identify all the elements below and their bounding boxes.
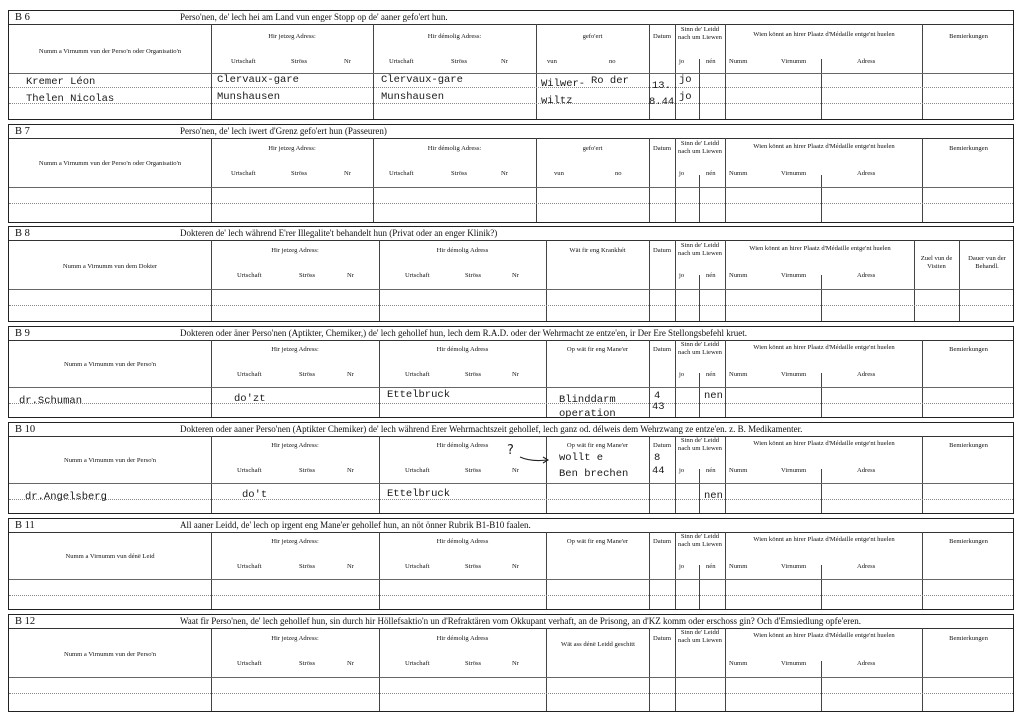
row-datum-1: 4: [654, 390, 661, 402]
col-numm: Numm: [729, 660, 748, 667]
section-title: Perso'nen, de' lech hei am Land vun enger Stopp op de' aaner gefo'ert hun.: [180, 12, 448, 22]
col-nr: Nr: [344, 170, 351, 177]
col-gefoert: gefo'ert: [582, 33, 603, 40]
col-op-wat: Op wät fir eng Mane'er: [566, 442, 629, 449]
col-urtschaft: Urtschaft: [237, 660, 262, 667]
col-datum: Datum: [653, 442, 671, 449]
row-demolig: Ettelbruck: [387, 488, 451, 500]
col-numm: Numm: [729, 58, 748, 65]
row-op-wat-1: wollt e: [559, 452, 604, 464]
row-jetzeg: do'zt: [234, 393, 266, 405]
section-title: Dokteren oder aaner Perso'nen (Aptikter Chemiker) de' lech während Erer Wehrmachtszeit gehollef, lech ganz od. délweis dem Wehrzwang ze entze'en. z. B. Medikamenter.: [180, 424, 803, 434]
row-jetzeg: do't: [242, 489, 268, 501]
section-b6: [8, 10, 1014, 120]
section-title: Waat fir Perso'nen, de' lech gehollef hun, sin durch hir Höllefsaktio'n un d'Refraktären vom Okkupant verhaft, an de Prisong, an d'KZ komm oder erschoss gin? Och d'Emsiedlung opfe'eren.: [180, 616, 861, 626]
section-title: Dokteren de' lech während E'rer Illegalite't behandelt hun (Privat oder an enger Klinik?): [180, 228, 498, 238]
col-adress: Adress: [857, 170, 876, 177]
col-hir-demolig: Hir démolig Adress: [436, 247, 489, 254]
col-hir-demolig: Hir démolig Adress: [436, 346, 489, 353]
col-gefoert: gefo'ert: [582, 145, 603, 152]
col-name-header: Numm a Virnumm vun der Perso'n oder Organisatio'n: [38, 160, 182, 167]
section-b11: [8, 518, 1014, 610]
col-op-wat: Op wät fir eng Mane'er: [566, 346, 629, 353]
col-bemierkungen: Bemierkungen: [949, 346, 988, 353]
col-vun: vun: [547, 58, 557, 65]
col-datum: Datum: [653, 538, 671, 545]
col-jo: jo: [679, 371, 685, 378]
col-nr: Nr: [347, 563, 354, 570]
col-hir-demolig: Hir démolig Adress: [436, 538, 489, 545]
col-hir-jetzeg: Hir jetzeg Adress:: [271, 635, 319, 642]
col-urtschaft: Urtschaft: [237, 563, 262, 570]
row-datum-2: 43: [652, 401, 665, 413]
col-virnumm: Virnumm: [781, 170, 807, 177]
col-numm: Numm: [729, 467, 748, 474]
col-adress: Adress: [857, 272, 876, 279]
row-op-wat-1: Blinddarm: [559, 394, 616, 406]
col-name-header: Numm a Virnumm vun dénë Leid: [65, 553, 155, 560]
col-datum: Datum: [653, 33, 671, 40]
col-datum: Datum: [653, 247, 671, 254]
col-stross: Ströss: [465, 660, 482, 667]
col-dauer-behandlung: Dauer vun der Behandl.: [968, 255, 1006, 270]
row2-jetzeg: Munshausen: [217, 91, 281, 103]
col-urtschaft: Urtschaft: [405, 563, 430, 570]
row2-demolig: Munshausen: [381, 91, 445, 103]
col-bemierkungen: Bemierkungen: [949, 635, 988, 642]
col-no: no: [615, 170, 622, 177]
col-hir-jetzeg: Hir jetzeg Adress:: [271, 442, 319, 449]
col-jo: jo: [679, 272, 685, 279]
col-numm: Numm: [729, 563, 748, 570]
col-urtschaft: Urtschaft: [405, 660, 430, 667]
col-sinn-de-leidd: Sinn de' Leidd nach um Liewen: [678, 140, 722, 155]
col-nr: Nr: [344, 58, 351, 65]
col-virnumm: Virnumm: [781, 563, 807, 570]
section-title: Perso'nen, de' lech iwert d'Grenz gefo'ert hun (Passeuren): [180, 126, 387, 136]
section-code: B 7: [15, 126, 30, 137]
row1-jetzeg: Clervaux-gare: [217, 74, 299, 86]
section-code: B 12: [15, 616, 36, 627]
col-wien: Wien könnt an hirer Plaatz d'Médaille entge'nt huelen: [753, 344, 895, 351]
col-op-wat: Op wät fir eng Mane'er: [566, 538, 629, 545]
col-nr: Nr: [512, 563, 519, 570]
col-adress: Adress: [857, 660, 876, 667]
col-adress: Adress: [857, 467, 876, 474]
col-nr: Nr: [501, 58, 508, 65]
col-nr: Nr: [347, 371, 354, 378]
col-jo: jo: [679, 58, 685, 65]
section-title: All aaner Leidd, de' lech op irgent eng Mane'er gehollef hun, an nöt önner Rubrik B1-B10 faalen.: [180, 520, 531, 530]
col-stross: Ströss: [299, 272, 316, 279]
section-code: B 11: [15, 520, 35, 531]
col-hir-jetzeg: Hir jetzeg Adress:: [268, 33, 316, 40]
col-adress: Adress: [857, 371, 876, 378]
col-urtschaft: Urtschaft: [405, 467, 430, 474]
col-virnumm: Virnumm: [781, 660, 807, 667]
col-sinn-de-leidd: Sinn de' Leidd nach um Liewen: [678, 26, 722, 41]
col-stross: Ströss: [451, 58, 468, 65]
col-urtschaft: Urtschaft: [237, 467, 262, 474]
col-zuel-visiten: Zuel vun de Visiten: [920, 255, 953, 270]
section-b7: [8, 124, 1014, 223]
col-name-header: Numm a Virnumm vun der Perso'n: [63, 651, 157, 658]
row-datum-1: 8: [654, 452, 661, 464]
col-hir-jetzeg: Hir jetzeg Adress:: [268, 145, 316, 152]
handwritten-question-mark: ?: [507, 443, 514, 458]
col-sinn-de-leidd: Sinn de' Leidd nach um Liewen: [678, 341, 722, 356]
row2-vun: wiltz: [541, 95, 573, 107]
row-nen: nen: [704, 490, 723, 502]
col-stross: Ströss: [291, 170, 308, 177]
col-bemierkungen: Bemierkungen: [949, 442, 988, 449]
row-nen: nen: [704, 390, 723, 402]
section-b10: [8, 422, 1014, 514]
col-stross: Ströss: [465, 371, 482, 378]
col-urtschaft: Urtschaft: [389, 170, 414, 177]
row-demolig: Ettelbruck: [387, 389, 451, 401]
col-stross: Ströss: [451, 170, 468, 177]
col-sinn-de-leidd: Sinn de' Leidd nach um Liewen: [678, 629, 722, 644]
col-urtschaft: Urtschaft: [231, 170, 256, 177]
col-wien: Wien könnt an hirer Plaatz d'Médaille entge'nt huelen: [753, 143, 895, 150]
col-hir-demolig: Hir démolig Adress:: [427, 145, 482, 152]
col-stross: Ströss: [465, 467, 482, 474]
col-stross: Ströss: [465, 272, 482, 279]
col-wien: Wien könnt an hirer Plaatz d'Médaille entge'nt huelen: [753, 536, 895, 543]
section-code: B 9: [15, 328, 30, 339]
col-stross: Ströss: [299, 467, 316, 474]
col-stross: Ströss: [299, 371, 316, 378]
col-urtschaft: Urtschaft: [237, 272, 262, 279]
col-nen: nén: [706, 563, 716, 570]
col-virnumm: Virnumm: [781, 272, 807, 279]
col-nen: nén: [706, 467, 716, 474]
section-b9: [8, 326, 1014, 418]
col-datum: Datum: [653, 635, 671, 642]
section-code: B 6: [15, 12, 30, 23]
col-bemierkungen: Bemierkungen: [949, 538, 988, 545]
row1-demolig: Clervaux-gare: [381, 74, 463, 86]
col-nr: Nr: [512, 272, 519, 279]
col-wat-ass-geschitt: Wät ass dénë Leidd geschitt: [561, 641, 635, 648]
row1-vun: Wilwer-: [541, 78, 586, 90]
col-hir-demolig: Hir démolig Adress: [436, 442, 489, 449]
row-datum-2: 44: [652, 465, 665, 477]
col-hir-jetzeg: Hir jetzeg Adress:: [271, 247, 319, 254]
col-urtschaft: Urtschaft: [389, 58, 414, 65]
col-nr: Nr: [512, 371, 519, 378]
section-code: B 8: [15, 228, 30, 239]
row2-datum: 8.44: [649, 96, 675, 108]
col-hir-demolig: Hir démolig Adress: [436, 635, 489, 642]
col-stross: Ströss: [465, 563, 482, 570]
col-jo: jo: [679, 170, 685, 177]
col-virnumm: Virnumm: [781, 371, 807, 378]
col-stross: Ströss: [299, 563, 316, 570]
section-code: B 10: [15, 424, 36, 435]
row2-name: Thelen Nicolas: [26, 93, 115, 105]
col-hir-jetzeg: Hir jetzeg Adress:: [271, 538, 319, 545]
col-numm: Numm: [729, 371, 748, 378]
col-nr: Nr: [347, 660, 354, 667]
col-jo: jo: [679, 467, 685, 474]
col-nr: Nr: [512, 467, 519, 474]
col-nen: nén: [706, 58, 716, 65]
col-adress: Adress: [857, 563, 876, 570]
col-virnumm: Virnumm: [781, 58, 807, 65]
row1-jo: jo: [679, 74, 692, 86]
col-wien: Wien könnt an hirer Plaatz d'Médaille entge'nt huelen: [749, 245, 891, 252]
col-name-header: Numm a Virnumm vun der Perso'n: [63, 457, 157, 464]
col-nr: Nr: [347, 272, 354, 279]
col-no: no: [609, 58, 616, 65]
row1-name: Kremer Léon: [26, 76, 96, 88]
col-nr: Nr: [347, 467, 354, 474]
col-nr: Nr: [501, 170, 508, 177]
col-vun: vun: [554, 170, 564, 177]
row-name: dr.Angelsberg: [25, 491, 107, 503]
col-sinn-de-leidd: Sinn de' Leidd nach um Liewen: [678, 533, 722, 548]
col-bemierkungen: Bemierkungen: [949, 33, 988, 40]
col-nr: Nr: [512, 660, 519, 667]
row-op-wat-2: operation: [559, 408, 616, 420]
col-wien: Wien könnt an hirer Plaatz d'Médaille entge'nt huelen: [753, 31, 895, 38]
section-title: Dokteren oder äner Perso'nen (Aptikter, Chemiker,) de' lech gehollef hun, lech dem R.A.D. oder der Wehrmacht ze entze'en, ir Der Ere Stellongsbefehl kruet.: [180, 328, 748, 338]
col-urtschaft: Urtschaft: [231, 58, 256, 65]
section-b8: [8, 226, 1014, 322]
col-virnumm: Virnumm: [781, 467, 807, 474]
col-urtschaft: Urtschaft: [405, 272, 430, 279]
section-b12: [8, 614, 1014, 712]
col-wien: Wien könnt an hirer Plaatz d'Médaille entge'nt huelen: [753, 440, 895, 447]
col-name-header: Numm a Virnumm vun dem Dokter: [62, 263, 158, 270]
col-stross: Ströss: [291, 58, 308, 65]
col-name-header: Numm a Virnumm vun der Perso'n: [63, 361, 157, 368]
col-urtschaft: Urtschaft: [237, 371, 262, 378]
row-op-wat-2: Ben brechen: [559, 468, 629, 480]
row1-no: Ro der: [591, 75, 629, 87]
col-bemierkungen: Bemierkungen: [949, 145, 988, 152]
col-adress: Adress: [857, 58, 876, 65]
col-wien: Wien könnt an hirer Plaatz d'Médaille entge'nt huelen: [753, 632, 895, 639]
col-nen: nén: [706, 272, 716, 279]
col-krankhet: Wät fir eng Krankhét: [569, 247, 626, 254]
col-hir-demolig: Hir démolig Adress:: [427, 33, 482, 40]
col-numm: Numm: [729, 170, 748, 177]
col-sinn-de-leidd: Sinn de' Leidd nach um Liewen: [678, 242, 722, 257]
col-jo: jo: [679, 563, 685, 570]
col-numm: Numm: [729, 272, 748, 279]
col-nen: nén: [706, 371, 716, 378]
col-urtschaft: Urtschaft: [405, 371, 430, 378]
handwritten-arrow-icon: [519, 453, 551, 465]
row-name: dr.Schuman: [19, 395, 83, 407]
row2-jo: jo: [679, 91, 692, 103]
col-name-header: Numm a Virnumm vun der Perso'n oder Organisatio'n: [38, 48, 182, 55]
row1-datum: 13.: [652, 80, 671, 92]
col-hir-jetzeg: Hir jetzeg Adress:: [271, 346, 319, 353]
col-nen: nén: [706, 170, 716, 177]
col-datum: Datum: [653, 346, 671, 353]
col-sinn-de-leidd: Sinn de' Leidd nach um Liewen: [678, 437, 722, 452]
col-datum: Datum: [653, 145, 671, 152]
col-stross: Ströss: [299, 660, 316, 667]
